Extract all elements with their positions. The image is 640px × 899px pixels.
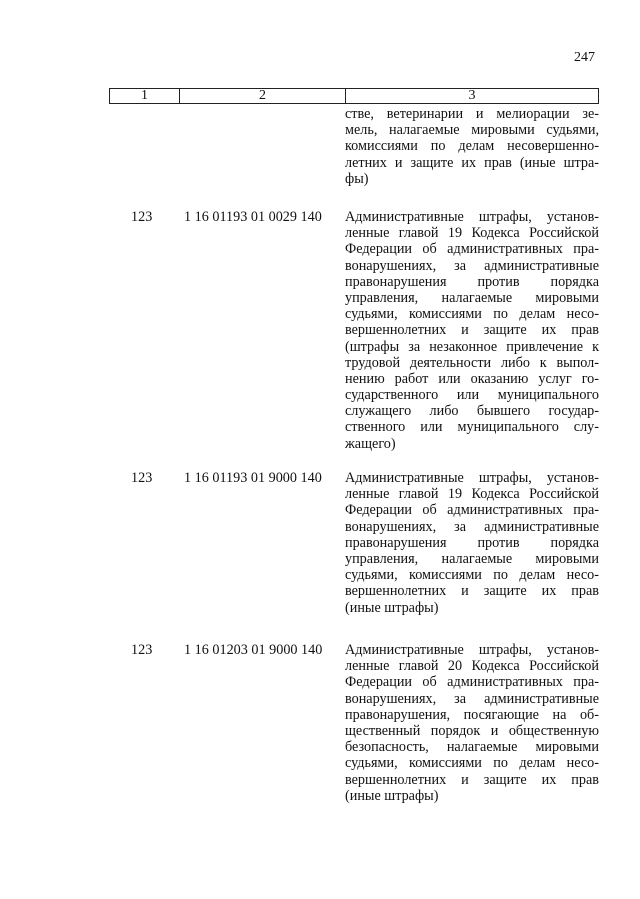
admin-code: 123 <box>131 642 153 658</box>
admin-code: 123 <box>131 209 153 225</box>
text-line: ственного или муниципального слу- <box>345 419 599 436</box>
text-line: Федерации об административных пра- <box>345 674 599 691</box>
text-line: вонарушениях, за административные <box>345 518 599 535</box>
text-line: ленные главой 20 Кодекса Российской <box>345 658 599 675</box>
text-line: фы) <box>345 170 369 187</box>
text-line: стве, ветеринарии и мелиорации зе- <box>345 106 599 122</box>
text-line: правонарушения против порядка <box>345 534 599 551</box>
budget-code: 1 16 01203 01 9000 140 <box>184 642 323 658</box>
text-line: сударственного или муниципального <box>345 387 599 404</box>
text-line: вершеннолетних и защите их прав <box>345 583 599 600</box>
text-line: правонарушения против порядка <box>345 273 599 290</box>
text-line: безопасность, налагаемые мировыми <box>345 739 599 756</box>
header-col-3: 3 <box>468 88 476 103</box>
row-description <box>345 209 599 452</box>
text-line: летних и защите их прав (иные штра- <box>345 154 599 171</box>
text-line: Административные штрафы, установ- <box>345 209 599 225</box>
text-line: (иные штрафы) <box>345 787 439 804</box>
table-header <box>109 88 599 104</box>
budget-code: 1 16 01193 01 0029 140 <box>184 209 322 225</box>
text-line: ленные главой 19 Кодекса Российской <box>345 225 599 242</box>
text-line: Административные штрафы, установ- <box>345 470 599 486</box>
text-line: ленные главой 19 Кодекса Российской <box>345 486 599 503</box>
text-line: трудовой деятельности либо к выпол- <box>345 354 599 371</box>
page-number: 247 <box>574 50 595 65</box>
text-line: нению работ или оказанию услуг го- <box>345 370 599 387</box>
header-col-1: 1 <box>110 89 180 103</box>
header-col-2: 2 <box>180 89 346 103</box>
text-line: судьями, комиссиями по делам несо- <box>345 567 599 584</box>
text-line: судьями, комиссиями по делам несо- <box>345 306 599 323</box>
text-line: комиссиями по делам несовершенно- <box>345 138 599 155</box>
text-line: правонарушения, посягающие на об- <box>345 706 599 723</box>
text-line: вершеннолетних и защите их прав <box>345 322 599 339</box>
text-line: вершеннолетних и защите их прав <box>345 771 599 788</box>
budget-code: 1 16 01193 01 9000 140 <box>184 470 322 486</box>
text-line: жащего) <box>345 435 396 452</box>
row-description <box>345 470 599 616</box>
text-line: мель, налагаемые мировыми судьями, <box>345 122 599 139</box>
text-line: судьями, комиссиями по делам несо- <box>345 755 599 772</box>
text-line: Федерации об административных пра- <box>345 241 599 258</box>
text-line: вонарушениях, за административные <box>345 690 599 707</box>
row-description <box>345 642 599 804</box>
admin-code: 123 <box>131 470 153 486</box>
text-line: управления, налагаемые мировыми <box>345 289 599 306</box>
text-line: Федерации об административных пра- <box>345 502 599 519</box>
continuation-text <box>345 106 599 187</box>
text-line: Административные штрафы, установ- <box>345 642 599 658</box>
text-line: (иные штрафы) <box>345 599 439 616</box>
text-line: вонарушениях, за административные <box>345 257 599 274</box>
text-line: управления, налагаемые мировыми <box>345 550 599 567</box>
text-line: служащего либо бывшего государ- <box>345 403 599 420</box>
text-line: (штрафы за незаконное привлечение к <box>345 338 599 355</box>
text-line: щественный порядок и общественную <box>345 722 599 739</box>
